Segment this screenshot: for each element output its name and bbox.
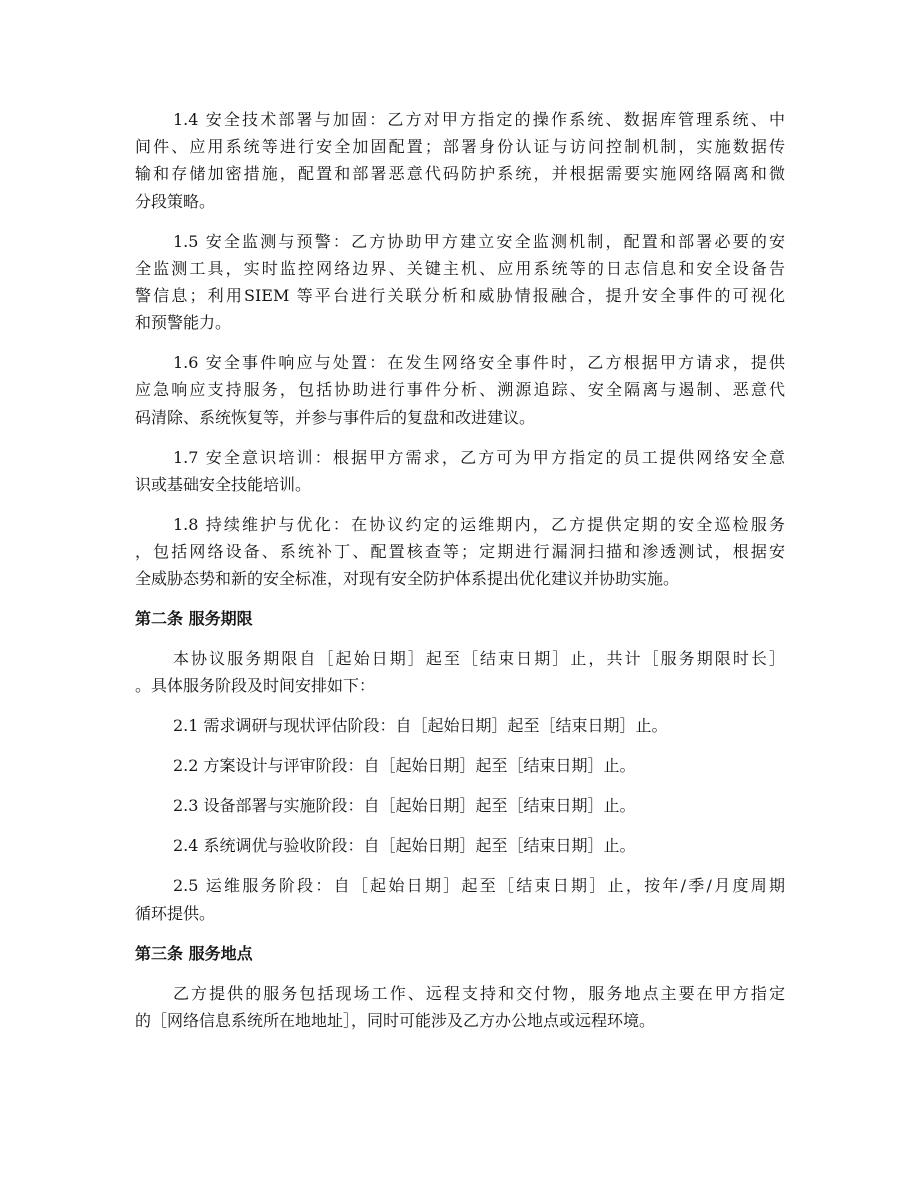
clause-1-8	[135, 511, 785, 593]
article-2-intro	[135, 645, 785, 699]
clause-line: 1.8 持续维护与优化：在协议约定的运维期内，乙方提供定期的安全巡检服务	[173, 514, 785, 534]
clause-line: 2.2 方案设计与评审阶段：自［起始日期］起至［结束日期］止。	[173, 756, 636, 776]
clause-line: 和预警能力。	[135, 313, 232, 333]
clause-line: 2.5 运维服务阶段：自［起始日期］起至［结束日期］止，按年/季/月度周期	[173, 876, 785, 896]
clause-line: 应急响应支持服务，包括协助进行事件分析、溯源追踪、安全隔离与遏制、恶意代	[135, 380, 785, 400]
clause-line: ，包括网络设备、系统补丁、配置核查等；定期进行漏洞扫描和渗透测试，根据安	[135, 542, 785, 562]
article-3-body	[135, 980, 785, 1034]
clause-1-5	[135, 228, 785, 337]
clause-line: 分段策略。	[135, 191, 216, 211]
clause-line: 2.1 需求调研与现状评估阶段：自［起始日期］起至［结束日期］止。	[173, 716, 668, 736]
clause-line: 识或基础安全技能培训。	[135, 474, 312, 494]
clause-2-2	[135, 752, 785, 779]
clause-1-4	[135, 106, 785, 215]
clause-2-5	[135, 872, 785, 926]
clause-line: 1.7 安全意识培训：根据甲方需求，乙方可为甲方指定的员工提供网络安全意	[173, 447, 785, 467]
clause-line: 码清除、系统恢复等，并参与事件后的复盘和改进建议。	[135, 407, 536, 427]
clause-line: 间件、应用系统等进行安全加固配置；部署身份认证与访问控制机制，实施数据传	[135, 137, 785, 157]
clause-line: 。具体服务阶段及时间安排如下：	[135, 676, 376, 696]
clause-line: 1.5 安全监测与预警：乙方协助甲方建立安全监测机制，配置和部署必要的安	[173, 231, 785, 251]
clause-2-3	[135, 792, 785, 819]
clause-line: 的［网络信息系统所在地地址］，同时可能涉及乙方办公地点或远程环境。	[135, 1010, 656, 1030]
clause-line: 1.6 安全事件响应与处置：在发生网络安全事件时，乙方根据甲方请求，提供	[173, 353, 785, 373]
clause-line: 输和存储加密措施，配置和部署恶意代码防护系统，并根据需要实施网络隔离和微	[135, 164, 785, 184]
clause-2-1	[135, 712, 785, 739]
clause-line: 警信息；利用SIEM 等平台进行关联分析和威胁情报融合，提升安全事件的可视化	[135, 286, 785, 306]
clause-line: 2.4 系统调优与验收阶段：自［起始日期］起至［结束日期］止。	[173, 836, 636, 856]
clause-line: 全监测工具，实时监控网络边界、关键主机、应用系统等的日志信息和安全设备告	[135, 258, 785, 278]
clause-2-4	[135, 832, 785, 859]
clause-line: 循环提供。	[135, 903, 216, 923]
clause-1-7	[135, 444, 785, 498]
clause-line: 全威胁态势和新的安全标准，对现有安全防护体系提出优化建议并协助实施。	[135, 569, 680, 589]
clause-1-6	[135, 349, 785, 431]
article-3-heading: 第三条 服务地点	[135, 943, 253, 963]
clause-line: 2.3 设备部署与实施阶段：自［起始日期］起至［结束日期］止。	[173, 796, 636, 816]
clause-line: 乙方提供的服务包括现场工作、远程支持和交付物，服务地点主要在甲方指定	[173, 983, 785, 1003]
clause-line: 1.4 安全技术部署与加固：乙方对甲方指定的操作系统、数据库管理系统、中	[173, 110, 785, 129]
article-2-heading: 第二条 服务期限	[135, 609, 253, 629]
clause-line: 本协议服务期限自［起始日期］起至［结束日期］止，共计［服务期限时长］	[173, 649, 785, 669]
